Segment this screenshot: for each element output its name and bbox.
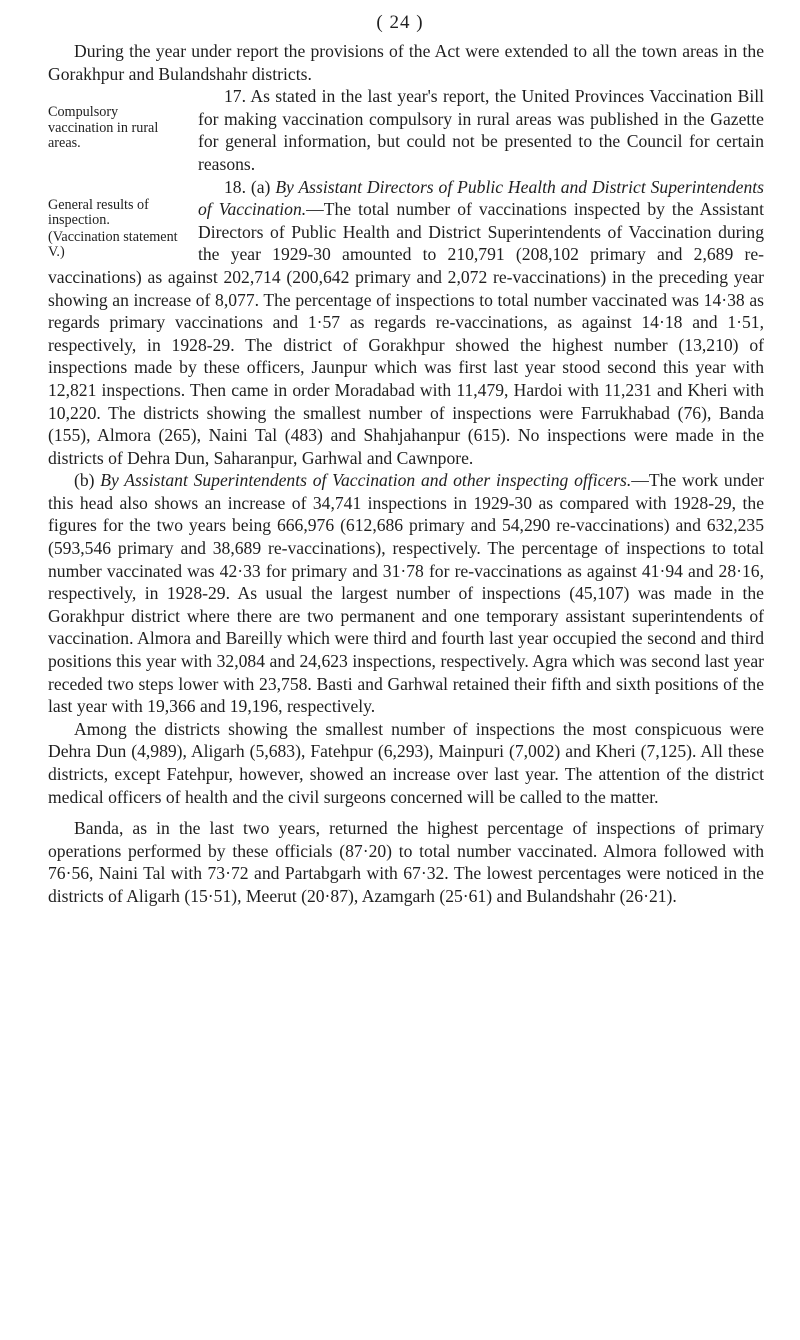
page-number: ( 24 ) xyxy=(376,12,424,33)
section-18b-text: —The work under this head also shows an increase of 34,741 inspections in 1929-30 as compared with 1928-29, the figures for the two years being 666,976 (612,686 primary and 54,290 re-vaccinations) and 632,235 (593,546 primary and 38,689 re-vaccinations), respectively. The percentage of inspections to total number vaccinated was 42·33 for primary and 31·78 for re-vaccinations as against 41·94 and 28·16, respectively, in 1928-29. As usual the largest number of inspections (45,107) was made in the Gorakhpur district where there are two permanent and one temporary assistant superintendents of vaccination. Almora and Bareilly which were third and fourth last year occupied the second and third positions this year with 32,084 and 24,623 inspections, respectively. Agra which was second last year receded two steps lower with 23,758. Basti and Garhwal retained their fifth and sixth positions of the last year with 19,366 and 19,196, respectively. xyxy=(48,470,764,717)
section-18a-label: (a) xyxy=(250,176,271,197)
intro-paragraph: During the year under report the provisions of the Act were extended to all the town areas in the Gorakhpur and Bulandshahr districts. xyxy=(48,41,764,84)
section-18b-heading: By Assistant Superintendents of Vaccination and other inspecting officers. xyxy=(100,470,632,491)
section-17-number: 17. xyxy=(224,86,246,107)
smallest-inspections-paragraph: Among the districts showing the smallest number of inspections the most conspicuous were Dehra Dun (4,989), Aligarh (5,683), Fatehpur (6,293), Mainpuri (7,002) and Kheri (7,125). All these districts, except Fatehpur, however, showed an increase over last year. The attention of the district medical officers of health and the civil surgeons concerned will be called to the matter. xyxy=(48,718,764,807)
section-18a-paragraph xyxy=(48,176,764,470)
margin-note-vaccination-statement: (Vaccination statement V.) xyxy=(48,228,178,261)
margin-note-general-results-text: General results of inspection. xyxy=(48,196,149,229)
banda-percentage-paragraph: Banda, as in the last two years, returned the highest percentage of inspections of primary operations performed by these officials (87·20) to total number vaccinated. Almora followed with 76·56, Naini Tal with 73·72 and Partabgarh with 67·32. The lowest percentages were noticed in the districts of Aligarh (15·51), Meerut (20·87), Azamgarh (25·61) and Bulandshahr (26·21). xyxy=(48,818,764,906)
margin-note-compulsory-vaccination: Compulsory vaccination in rural areas. xyxy=(48,104,159,152)
section-18a-heading: By Assistant Directors of Public Health and District Superintendents of Vaccination. xyxy=(198,176,764,220)
section-17-text: As stated in the last year's report, the United Provinces Vaccination Bill for making vaccination compulsory in rural areas was published in the Gazette for general information, but could not be presented to the Council for certain reasons. xyxy=(198,86,764,174)
section-18-number: 18. xyxy=(224,176,246,197)
section-18b-paragraph xyxy=(48,469,764,718)
section-18a-text: —The total number of vaccinations inspected by the Assistant Directors of Public Health and District Superintendents of Vaccination during the year 1929-30 amounted to 210,791 (208,102 primary and 2,689 re-vaccinations) as against 202,714 (200,642 primary and 2,072 re-vaccinations) in the preceding year showing an increase of 8,077. The percentage of inspections to total number vaccinated was 14·38 as regards primary vaccinations and 1·57 as regards re-vaccinations, as against 14·18 and 1·51, respectively, in 1928-29. The district of Gorakhpur showed the highest number (13,210) of inspections made by these officers, Jaunpur which was first last year stood second this year with 12,821 inspections. Then came in order Moradabad with 11,479, Hardoi with 11,231 and Kheri with 10,220. The districts showing the smallest number of inspections were Farrukhabad (76), Banda (155), Almora (265), Naini Tal (483) and Shahjahanpur (615). No inspections were made in the districts of Dehra Dun, Saharanpur, Garhwal and Cawnpore. xyxy=(48,199,764,468)
section-17-paragraph xyxy=(48,85,764,175)
section-18b-label: (b) xyxy=(74,470,95,491)
margin-note-general-results xyxy=(48,198,186,261)
page-body xyxy=(48,40,764,908)
